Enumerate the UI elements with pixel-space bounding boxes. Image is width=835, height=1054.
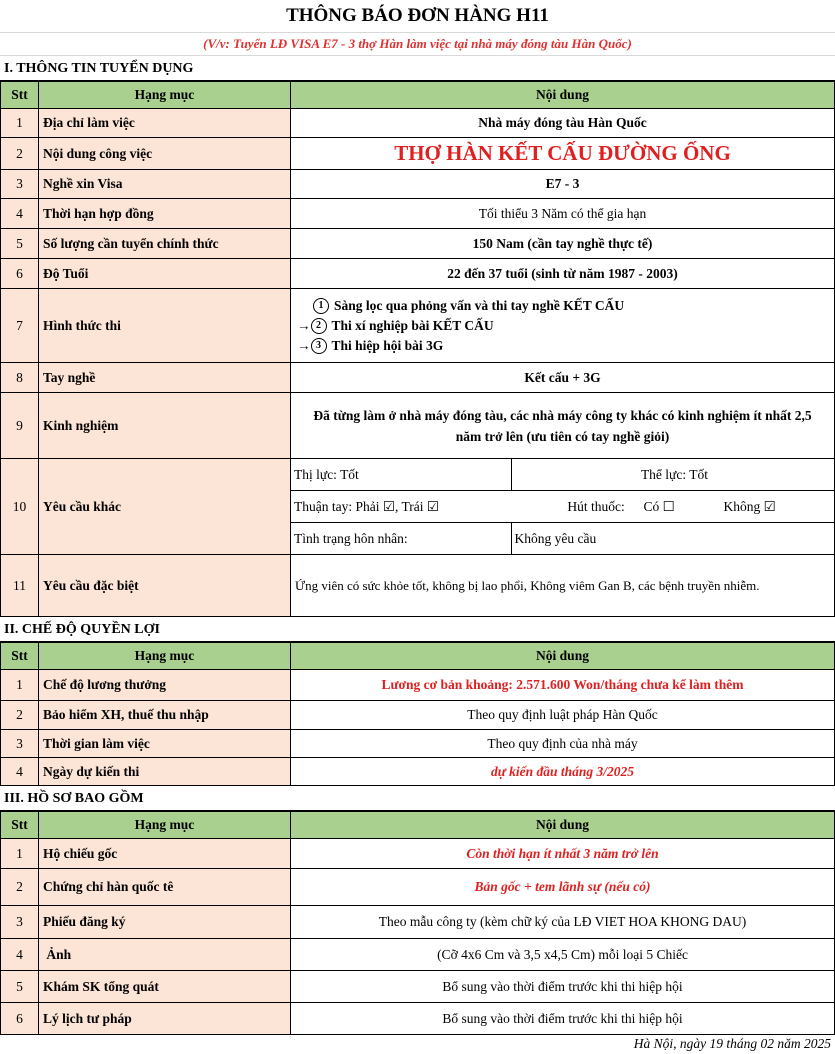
row-item: Kinh nghiệm <box>39 393 291 459</box>
row-item: Thời gian làm việc <box>39 730 291 758</box>
row-item: Hộ chiếu gốc <box>39 839 291 869</box>
row-content: E7 - 3 <box>291 170 835 199</box>
row-item: Thời hạn hợp đồng <box>39 199 291 229</box>
table-row <box>1 670 835 701</box>
header-stt: Stt <box>1 643 39 670</box>
table-row <box>1 555 835 617</box>
row-stt: 5 <box>1 229 39 259</box>
table-row <box>1 839 835 869</box>
row-item: Lý lịch tư pháp <box>39 1003 291 1035</box>
section-heading-recruitment: I. THÔNG TIN TUYỂN DỤNG <box>0 56 835 81</box>
row-content: dự kiến đầu tháng 3/2025 <box>291 758 835 786</box>
table-row <box>1 170 835 199</box>
row-item: Tay nghề <box>39 363 291 393</box>
row-item: Bảo hiểm XH, thuế thu nhập <box>39 701 291 730</box>
right-hand-checkbox-icon: ☑ <box>382 498 395 514</box>
exam-step <box>297 316 830 336</box>
smoking-label: Hút thuốc: <box>567 498 625 514</box>
step-number-icon: 1 <box>313 298 329 314</box>
vision-cell: Thị lực: Tốt <box>291 459 511 491</box>
recruitment-table <box>0 81 835 617</box>
row-stt: 5 <box>1 971 39 1003</box>
row-stt: 7 <box>1 289 39 363</box>
footer-date: Hà Nội, ngày 19 tháng 02 năm 2025 <box>633 1036 831 1051</box>
other-requirements-grid <box>291 459 834 554</box>
row-item: Phiếu đăng ký <box>39 906 291 939</box>
row-stt: 6 <box>1 1003 39 1035</box>
row-item: Yêu cầu khác <box>39 459 291 555</box>
table-row <box>1 971 835 1003</box>
row-item: Ngày dự kiến thi <box>39 758 291 786</box>
row-content: 22 đến 37 tuổi (sinh từ năm 1987 - 2003) <box>291 259 835 289</box>
row-stt: 2 <box>1 138 39 170</box>
header-item: Hạng mục <box>39 812 291 839</box>
smoking-yes-label: Có <box>643 498 660 514</box>
row-content: Bổ sung vào thời điểm trước khi thi hiệp hội <box>291 971 835 1003</box>
row-content: THỢ HÀN KẾT CẤU ĐƯỜNG ỐNG <box>291 138 835 170</box>
exam-step-text: Thi hiệp hội bài 3G <box>331 337 444 353</box>
row-stt: 10 <box>1 459 39 555</box>
header-stt: Stt <box>1 812 39 839</box>
row-content: 150 Nam (cần tay nghề thực tế) <box>291 229 835 259</box>
row-content: Còn thời hạn ít nhất 3 năm trở lên <box>291 839 835 869</box>
table-row <box>1 459 835 555</box>
table-row <box>1 363 835 393</box>
row-item: Ảnh <box>39 939 291 971</box>
header-item: Hạng mục <box>39 82 291 109</box>
other-requirements <box>291 459 835 555</box>
row-content: Bản gốc + tem lãnh sự (nếu có) <box>291 869 835 906</box>
exam-step-text: Sàng lọc qua phỏng vấn và thi tay nghề KẾT CẤU <box>334 297 625 313</box>
exam-step <box>297 336 830 356</box>
row-stt: 11 <box>1 555 39 617</box>
handedness-cell <box>291 491 511 523</box>
row-content: Lương cơ bản khoảng: 2.571.600 Won/tháng chưa kể làm thêm <box>291 670 835 701</box>
table-row <box>1 701 835 730</box>
row-item: Số lượng cần tuyển chính thức <box>39 229 291 259</box>
table-row <box>1 758 835 786</box>
fitness-cell: Thể lực: Tốt <box>511 459 834 491</box>
table-row <box>1 109 835 138</box>
header-item: Hạng mục <box>39 643 291 670</box>
step-number-icon: 2 <box>311 318 327 334</box>
smoking-no-checkbox-icon: ☑ <box>763 498 776 514</box>
header-content: Nội dung <box>291 812 835 839</box>
handedness-label: Thuận tay: Phải <box>294 498 380 514</box>
row-content: Ứng viên có sức khỏe tốt, không bị lao phổi, Không viêm Gan B, các bệnh truyền nhiễm. <box>291 555 835 617</box>
table-row <box>1 730 835 758</box>
section-heading-documents: III. HỒ SƠ BAO GỒM <box>0 786 835 811</box>
benefits-table <box>0 642 835 786</box>
marital-label: Tình trạng hôn nhân: <box>291 523 511 555</box>
row-content: Đã từng làm ở nhà máy đóng tàu, các nhà máy công ty khác có kinh nghiệm ít nhất 2,5 năm trở lên (ưu tiên có tay nghề giỏi) <box>291 393 835 459</box>
marital-value: Không yêu cầu <box>514 530 597 546</box>
row-item: Địa chỉ làm việc <box>39 109 291 138</box>
row-item: Yêu cầu đặc biệt <box>39 555 291 617</box>
row-item: Nghề xin Visa <box>39 170 291 199</box>
table-row <box>1 289 835 363</box>
row-content: Theo quy định của nhà máy <box>291 730 835 758</box>
row-item: Nội dung công việc <box>39 138 291 170</box>
row-content: Bổ sung vào thời điểm trước khi thi hiệp hội <box>291 1003 835 1035</box>
row-item: Hình thức thi <box>39 289 291 363</box>
row-item: Chế độ lương thưởng <box>39 670 291 701</box>
section-heading-benefits: II. CHẾ ĐỘ QUYỀN LỢI <box>0 617 835 642</box>
table-row <box>1 138 835 170</box>
smoking-no-label: Không <box>723 498 761 514</box>
row-stt: 4 <box>1 939 39 971</box>
document-subtitle: (V/v: Tuyển LĐ VISA E7 - 3 thợ Hàn làm việc tại nhà máy đóng tàu Hàn Quốc) <box>0 33 835 56</box>
table-row <box>1 259 835 289</box>
row-content: Tối thiểu 3 Năm có thể gia hạn <box>291 199 835 229</box>
row-item: Chứng chỉ hàn quốc tê <box>39 869 291 906</box>
header-content: Nội dung <box>291 643 835 670</box>
header-content: Nội dung <box>291 82 835 109</box>
row-content: Kết cấu + 3G <box>291 363 835 393</box>
row-stt: 3 <box>1 730 39 758</box>
row-stt: 6 <box>1 259 39 289</box>
exam-step-text: Thi xí nghiệp bài KẾT CẤU <box>331 317 494 333</box>
row-stt: 2 <box>1 869 39 906</box>
row-stt: 1 <box>1 839 39 869</box>
left-hand-label: , Trái <box>394 498 424 514</box>
row-stt: 8 <box>1 363 39 393</box>
header-stt: Stt <box>1 82 39 109</box>
smoking-cell <box>511 491 834 523</box>
row-content: (Cỡ 4x6 Cm và 3,5 x4,5 Cm) mỗi loại 5 Chiếc <box>291 939 835 971</box>
exam-step <box>297 296 830 316</box>
row-content: Theo mẫu công ty (kèm chữ ký của LĐ VIET HOA KHONG DAU) <box>291 906 835 939</box>
row-stt: 1 <box>1 109 39 138</box>
table-row <box>1 869 835 906</box>
table-row <box>1 906 835 939</box>
table-row <box>1 939 835 971</box>
left-hand-checkbox-icon: ☑ <box>426 498 439 514</box>
step-number-icon: 3 <box>311 338 327 354</box>
row-stt: 1 <box>1 670 39 701</box>
row-item: Độ Tuổi <box>39 259 291 289</box>
exam-step-arrow: → <box>297 337 311 353</box>
table-row <box>1 229 835 259</box>
exam-list <box>291 289 835 363</box>
row-content: Nhà máy đóng tàu Hàn Quốc <box>291 109 835 138</box>
row-stt: 3 <box>1 906 39 939</box>
row-item: Khám SK tổng quát <box>39 971 291 1003</box>
row-content: Theo quy định luật pháp Hàn Quốc <box>291 701 835 730</box>
row-stt: 3 <box>1 170 39 199</box>
row-stt: 4 <box>1 199 39 229</box>
table-row <box>1 1003 835 1035</box>
row-stt: 4 <box>1 758 39 786</box>
documents-table <box>0 811 835 1035</box>
exam-step-arrow: → <box>297 317 311 333</box>
smoking-yes-checkbox-icon: ☐ <box>662 498 675 514</box>
table-row <box>1 199 835 229</box>
row-stt: 9 <box>1 393 39 459</box>
document-title: THÔNG BÁO ĐƠN HÀNG H11 <box>0 0 835 33</box>
row-stt: 2 <box>1 701 39 730</box>
table-row <box>1 393 835 459</box>
